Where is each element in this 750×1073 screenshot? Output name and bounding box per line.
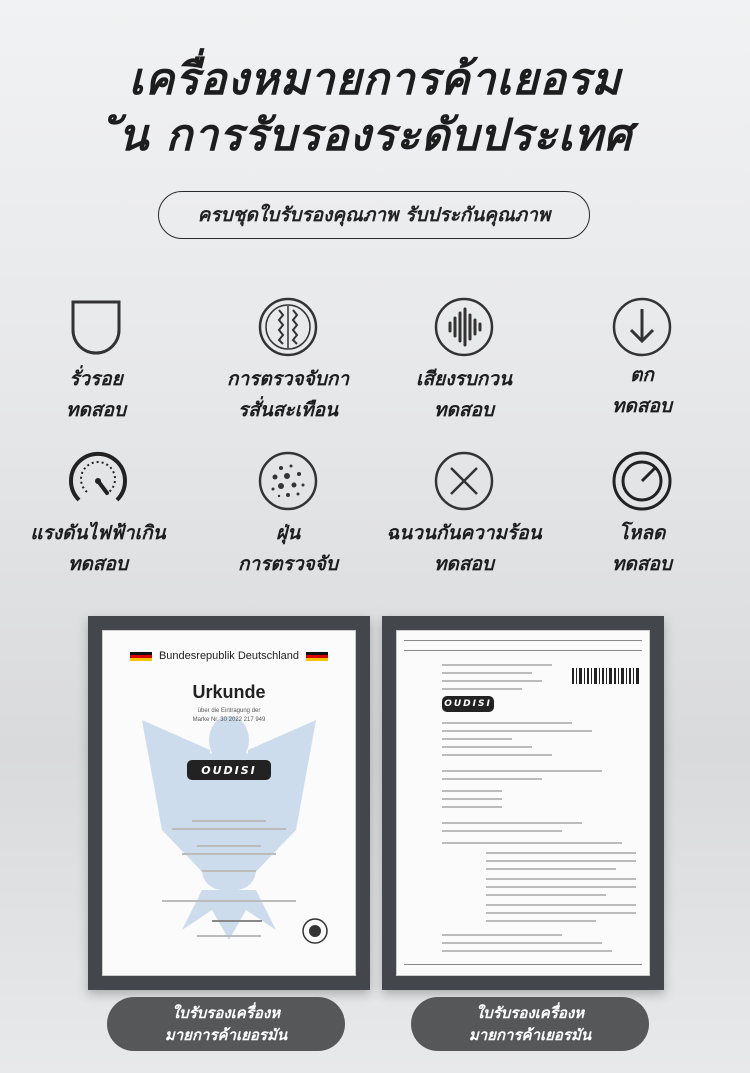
brand-logo: OUDISI — [187, 760, 271, 780]
cert-country-text: Bundesrepublik Deutschland — [158, 650, 300, 662]
target-icon — [611, 450, 673, 512]
feature-label-2: รสั่นสะเทือน — [237, 399, 338, 421]
caption-line-2: มายการค้าเยอรมัน — [164, 1026, 288, 1044]
caption-line-1: ใบรับรองเครื่องห — [475, 1004, 585, 1022]
feature-label-1: รั่วรอย — [69, 368, 123, 390]
feature-label-2: ทดสอบ — [434, 399, 494, 421]
feature-label-1: ตก — [630, 364, 654, 386]
official-seal-icon — [302, 918, 328, 944]
feature-leak-test — [1, 296, 191, 426]
feature-vibration-test — [193, 296, 383, 426]
certificate-caption-2 — [411, 997, 649, 1051]
page-title-line-1: เครื่องหมายการค้าเยอรม — [128, 54, 622, 105]
german-flag-icon — [306, 652, 328, 661]
sound-wave-icon — [433, 296, 495, 358]
feature-label-2: ทดสอบ — [612, 395, 672, 417]
feature-insulation-test — [369, 450, 559, 580]
german-flag-icon — [130, 652, 152, 661]
feature-label-1: แรงดันไฟฟ้าเกิน — [30, 522, 166, 544]
feature-label-2: ทดสอบ — [434, 553, 494, 575]
feature-label-1: การตรวจจับกา — [226, 368, 350, 390]
close-circle-icon — [433, 450, 495, 512]
feature-drop-test — [547, 296, 737, 422]
feature-label-2: ทดสอบ — [68, 553, 128, 575]
certificate-paper — [102, 630, 356, 976]
feature-label-1: เสียงรบกวน — [416, 368, 512, 390]
feature-overvoltage-test — [3, 450, 193, 580]
barcode-icon — [572, 668, 642, 684]
feature-label-1: ฉนวนกันความร้อน — [386, 522, 542, 544]
shield-icon — [65, 296, 127, 358]
cert-subtitle-2: Marke Nr. 30 2022 217 949 — [192, 717, 266, 723]
caption-line-1: ใบรับรองเครื่องห — [171, 1004, 281, 1022]
feature-label-2: การตรวจจับ — [238, 553, 338, 575]
caption-line-2: มายการค้าเยอรมัน — [468, 1026, 592, 1044]
feature-label-1: ฝุ่น — [275, 522, 301, 544]
certificate-frame-2 — [382, 616, 664, 990]
gauge-icon — [67, 450, 129, 512]
feature-noise-test — [369, 296, 559, 426]
feature-dust-test — [193, 450, 383, 580]
feature-label-2: ทดสอบ — [612, 553, 672, 575]
cert-title: Urkunde — [192, 682, 266, 702]
vibration-icon — [257, 296, 319, 358]
feature-label-1: โหลด — [618, 522, 666, 544]
page-title-line-2: ัน การรับรองระดับประเทศ — [117, 110, 633, 161]
feature-load-test — [547, 450, 737, 580]
certificate-caption-1 — [107, 997, 345, 1051]
subtitle-badge — [158, 191, 590, 239]
cert-subtitle-1: über die Eintragung der — [197, 708, 261, 714]
feature-label-2: ทดสอบ — [66, 399, 126, 421]
certificate-paper — [396, 630, 650, 976]
arrow-down-icon — [611, 296, 673, 358]
subtitle-text: ครบชุดใบรับรองคุณภาพ รับประกันคุณภาพ — [197, 204, 551, 226]
dust-icon — [257, 450, 319, 512]
brand-logo: OUDISI — [442, 696, 494, 712]
cert-country-line — [102, 650, 356, 662]
certificate-frame-1 — [88, 616, 370, 990]
